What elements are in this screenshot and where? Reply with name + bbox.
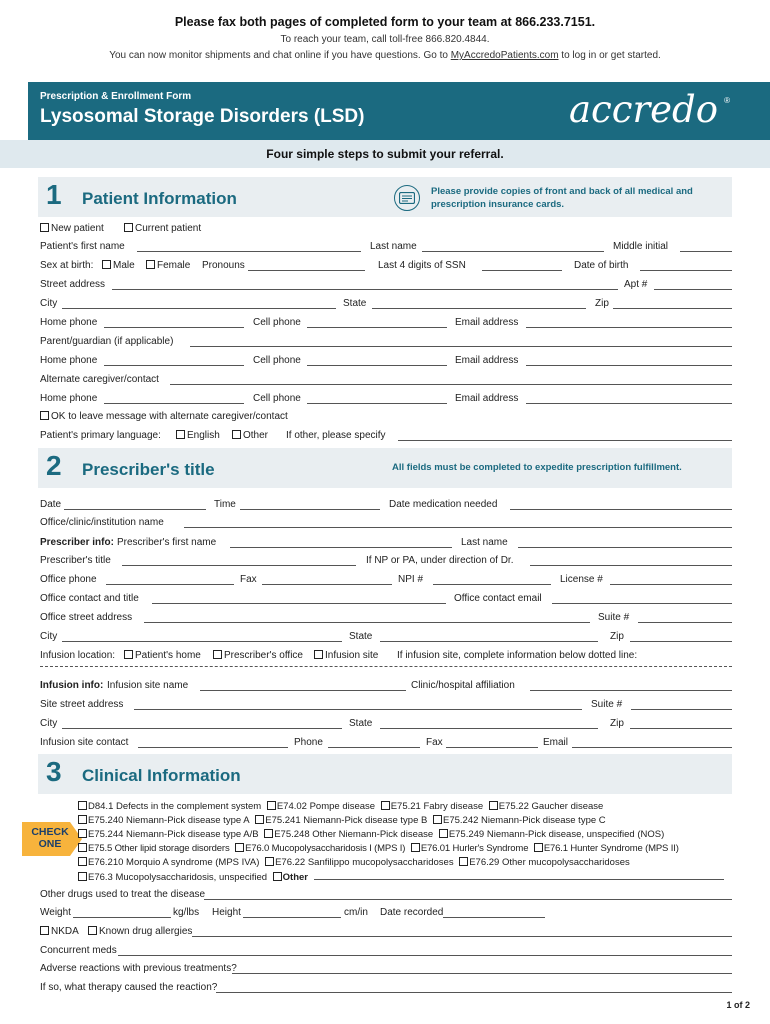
guardian-phone-row xyxy=(40,355,732,369)
height-unit-label: cm/in xyxy=(344,907,368,918)
zip-label: Zip xyxy=(595,298,609,309)
city-label: City xyxy=(40,718,58,729)
email-label: Email address xyxy=(455,393,519,404)
cell-phone-field[interactable] xyxy=(307,327,447,328)
section-patient-header xyxy=(38,177,732,217)
check-one-arrow xyxy=(22,822,70,856)
dx-checkbox[interactable] xyxy=(433,815,442,824)
dx-e75-240[interactable]: E75.240 Niemann-Pick disease type A xyxy=(78,815,250,826)
section-title: Prescriber's title xyxy=(82,460,215,479)
cell-phone-label: Cell phone xyxy=(253,393,301,404)
dob-label: Date of birth xyxy=(574,260,629,271)
form-subtitle: Prescription & Enrollment Form xyxy=(40,91,192,102)
zip-label: Zip xyxy=(610,631,624,642)
prescriber-first-name-field[interactable] xyxy=(230,547,452,548)
dx-e75-22[interactable]: E75.22 Gaucher disease xyxy=(489,801,604,812)
fax-field[interactable] xyxy=(262,584,392,585)
dx-checkbox[interactable] xyxy=(264,829,273,838)
page-number: 1 of 2 xyxy=(726,1000,750,1010)
adverse-reactions-field[interactable] xyxy=(232,973,732,974)
first-name-label: Patient's first name xyxy=(40,241,125,252)
form-banner xyxy=(28,82,770,140)
zip-field[interactable] xyxy=(630,641,732,642)
dx-checkbox[interactable] xyxy=(78,857,87,866)
date-field[interactable] xyxy=(64,509,206,510)
section-number: 1 xyxy=(46,179,62,210)
height-field[interactable] xyxy=(243,917,341,918)
site-phone-label: Phone xyxy=(294,737,323,748)
office-street-label: Office street address xyxy=(40,612,133,623)
therapy-reaction-field[interactable] xyxy=(216,992,732,993)
concurrent-meds-row xyxy=(40,945,732,959)
state-field[interactable] xyxy=(380,641,598,642)
site-contact-label: Infusion site contact xyxy=(40,737,129,748)
steps-bar xyxy=(0,140,770,168)
dx-e76-3[interactable]: E76.3 Mucopolysaccharidosis, unspecified xyxy=(78,872,267,883)
dx-e76-22[interactable]: E76.22 Sanfilippo mucopolysaccharidoses xyxy=(265,857,454,868)
section-number: 2 xyxy=(46,450,62,481)
dx-checkbox[interactable] xyxy=(534,843,543,852)
known-allergies-field[interactable] xyxy=(192,936,732,937)
alt-caregiver-field[interactable] xyxy=(170,384,732,385)
prescriber-last-name-label: Last name xyxy=(461,537,508,548)
site-email-label: Email xyxy=(543,737,569,748)
one-label: ONE xyxy=(38,838,62,850)
home-phone-label: Home phone xyxy=(40,317,98,328)
cell-phone-label: Cell phone xyxy=(253,317,301,328)
cell-phone-label: Cell phone xyxy=(253,355,301,366)
ok-message-option[interactable]: OK to leave message with alternate caregiver/contact xyxy=(40,411,288,422)
email-label: Email address xyxy=(455,355,519,366)
patient-name-row xyxy=(40,241,732,255)
site-fax-field[interactable] xyxy=(446,747,538,748)
time-field[interactable] xyxy=(240,509,380,510)
dx-e75-5[interactable]: E75.5 Other lipid storage disorders xyxy=(78,843,230,854)
dx-checkbox[interactable] xyxy=(78,801,87,810)
language-row xyxy=(40,430,732,444)
office-phone-row xyxy=(40,574,732,588)
patient-type-row xyxy=(40,223,732,237)
english-checkbox[interactable] xyxy=(176,430,185,439)
prescriber-note: All fields must be completed to expedite prescription fulfillment. xyxy=(392,462,682,473)
home-phone-label: Home phone xyxy=(40,355,98,366)
infusion-site-checkbox[interactable] xyxy=(314,650,323,659)
adverse-reactions-label: Adverse reactions with previous treatments? xyxy=(40,963,237,974)
dx-e75-242[interactable]: E75.242 Niemann-Pick disease type C xyxy=(433,815,606,826)
new-patient-checkbox[interactable] xyxy=(40,223,49,232)
dx-checkbox[interactable] xyxy=(235,843,244,852)
city-field[interactable] xyxy=(62,308,336,309)
state-label: State xyxy=(343,298,367,309)
home-phone-field[interactable] xyxy=(104,327,244,328)
diagnosis-row-6 xyxy=(78,871,727,883)
suite-label: Suite # xyxy=(591,699,623,710)
guardian-field[interactable] xyxy=(190,346,732,347)
concurrent-meds-label: Concurrent meds xyxy=(40,945,117,956)
affiliation-label: Clinic/hospital affiliation xyxy=(411,680,515,691)
sex-label: Sex at birth: xyxy=(40,260,94,271)
office-contact-row xyxy=(40,593,732,607)
prescriber-title-field[interactable] xyxy=(122,565,356,566)
diagnosis-row-4 xyxy=(78,843,682,854)
male-checkbox[interactable] xyxy=(102,260,111,269)
office-email-field[interactable] xyxy=(552,603,732,604)
other-language-checkbox[interactable] xyxy=(232,430,241,439)
section-number: 3 xyxy=(46,756,62,787)
dx-e75-241[interactable]: E75.241 Niemann-Pick disease type B xyxy=(255,815,427,826)
last-name-field[interactable] xyxy=(422,251,604,252)
dx-checkbox[interactable] xyxy=(273,872,282,881)
office-label: Office/clinic/institution name xyxy=(40,517,164,528)
state-field[interactable] xyxy=(372,308,586,309)
site-contact-row xyxy=(40,737,732,751)
prescribers-office-checkbox[interactable] xyxy=(213,650,222,659)
np-pa-field[interactable] xyxy=(530,565,732,566)
license-label: License # xyxy=(560,574,603,585)
infusion-info-label: Infusion info: xyxy=(40,680,104,691)
prescriber-name-row xyxy=(40,537,732,551)
office-city-row xyxy=(40,631,732,645)
site-street-label: Site street address xyxy=(40,699,124,710)
dx-e76-29[interactable]: E76.29 Other mucopolysaccharidoses xyxy=(459,857,630,868)
city-row xyxy=(40,298,732,312)
cell-phone-field[interactable] xyxy=(307,365,447,366)
dx-checkbox[interactable] xyxy=(78,815,87,824)
state-field[interactable] xyxy=(380,728,598,729)
license-field[interactable] xyxy=(610,584,732,585)
middle-initial-label: Middle initial xyxy=(613,241,669,252)
other-drugs-field[interactable] xyxy=(204,899,732,900)
dx-e76-210[interactable]: E76.210 Morquio A syndrome (MPS IVA) xyxy=(78,857,259,868)
dx-e76-1[interactable]: E76.1 Hunter Syndrome (MPS II) xyxy=(534,843,679,854)
known-allergies-checkbox[interactable] xyxy=(88,926,97,935)
ok-message-checkbox[interactable] xyxy=(40,411,49,420)
site-fax-label: Fax xyxy=(426,737,443,748)
office-street-field[interactable] xyxy=(144,622,590,623)
section-title: Clinical Information xyxy=(82,766,241,785)
weight-unit-label: kg/lbs xyxy=(173,907,200,918)
dx-checkbox[interactable] xyxy=(78,829,87,838)
site-street-field[interactable] xyxy=(134,709,582,710)
infusion-site-row xyxy=(40,680,732,694)
email-field[interactable] xyxy=(526,365,732,366)
ok-message-row xyxy=(40,411,732,425)
dx-checkbox[interactable] xyxy=(78,872,87,881)
prescriber-info-label: Prescriber info: xyxy=(40,537,114,548)
site-city-row xyxy=(40,718,732,732)
cell-phone-field[interactable] xyxy=(307,403,447,404)
diagnosis-row-2 xyxy=(78,815,609,826)
infusion-site-option[interactable]: Infusion site xyxy=(314,650,378,661)
site-phone-field[interactable] xyxy=(328,747,420,748)
other-drugs-label: Other drugs used to treat the disease xyxy=(40,889,206,900)
infusion-location-row xyxy=(40,650,732,664)
if-other-label: If other, please specify xyxy=(286,430,386,441)
known-allergies-option[interactable]: Known drug allergies xyxy=(88,926,192,937)
weight-field[interactable] xyxy=(73,917,171,918)
date-recorded-label: Date recorded xyxy=(380,907,444,918)
dx-e75-21[interactable]: E75.21 Fabry disease xyxy=(381,801,483,812)
fax-line: Please fax both pages of completed form to your team at 866.233.7151. xyxy=(174,15,596,29)
sex-row xyxy=(40,260,732,274)
street-row xyxy=(40,279,732,293)
site-contact-field[interactable] xyxy=(138,747,288,748)
form-title: Lysosomal Storage Disorders (LSD) xyxy=(40,106,365,127)
suite-field[interactable] xyxy=(631,709,732,710)
therapy-reaction-row xyxy=(40,982,732,996)
portal-line: You can now monitor shipments and chat online if you have questions. Go to MyAccredoPatients.com to log in or get started. xyxy=(109,50,661,61)
home-phone-field[interactable] xyxy=(104,365,244,366)
home-phone-field[interactable] xyxy=(104,403,244,404)
infusion-location-label: Infusion location: xyxy=(40,650,116,661)
office-contact-field[interactable] xyxy=(152,603,446,604)
site-email-field[interactable] xyxy=(572,747,732,748)
section-clinical-header xyxy=(38,754,732,794)
office-contact-label: Office contact and title xyxy=(40,593,139,604)
npi-label: NPI # xyxy=(398,574,424,585)
dx-e76-0[interactable]: E76.0 Mucopolysaccharidosis I (MPS I) xyxy=(235,843,405,854)
allergies-row xyxy=(40,926,732,940)
phone-line: To reach your team, call toll-free 866.820.4844. xyxy=(280,34,490,45)
apt-field[interactable] xyxy=(654,289,732,290)
dx-checkbox[interactable] xyxy=(439,829,448,838)
insurance-card-icon xyxy=(394,185,420,211)
dx-checkbox[interactable] xyxy=(267,801,276,810)
other-language-option[interactable]: Other xyxy=(232,430,268,441)
dx-checkbox[interactable] xyxy=(411,843,420,852)
email-label: Email address xyxy=(455,317,519,328)
dx-other[interactable]: Other xyxy=(273,872,308,883)
npi-field[interactable] xyxy=(433,584,551,585)
accredo-logo: accredo xyxy=(568,88,718,131)
weight-height-row xyxy=(40,907,732,921)
site-name-label: Infusion site name xyxy=(107,680,189,691)
steps-title: Four simple steps to submit your referral. xyxy=(266,147,504,161)
adverse-reactions-row xyxy=(40,963,732,977)
diagnosis-row-1 xyxy=(78,801,606,812)
male-option[interactable]: Male xyxy=(102,260,135,271)
email-field[interactable] xyxy=(526,327,732,328)
new-patient-option[interactable]: New patient xyxy=(40,223,104,234)
height-label: Height xyxy=(212,907,241,918)
zip-field[interactable] xyxy=(613,308,732,309)
patients-home-checkbox[interactable] xyxy=(124,650,133,659)
current-patient-checkbox[interactable] xyxy=(124,223,133,232)
np-pa-label: If NP or PA, under direction of Dr. xyxy=(366,555,514,566)
diagnosis-row-3 xyxy=(78,829,667,840)
office-email-label: Office contact email xyxy=(454,593,542,604)
insurance-note: Please provide copies of front and back of all medical and prescription insurance cards. xyxy=(431,186,693,210)
nkda-option[interactable]: NKDA xyxy=(40,926,79,937)
street-label: Street address xyxy=(40,279,106,290)
date-recorded-field[interactable] xyxy=(443,917,545,918)
pronouns-field[interactable] xyxy=(248,270,365,271)
fax-label: Fax xyxy=(240,574,257,585)
concurrent-meds-field[interactable] xyxy=(118,955,732,956)
ssn-field[interactable] xyxy=(482,270,562,271)
dx-e75-244[interactable]: E75.244 Niemann-Pick disease type A/B xyxy=(78,829,259,840)
dx-other-field[interactable] xyxy=(314,871,724,880)
dx-checkbox[interactable] xyxy=(381,801,390,810)
time-label: Time xyxy=(214,499,236,510)
current-patient-option[interactable]: Current patient xyxy=(124,223,201,234)
prescriber-first-name-label: Prescriber's first name xyxy=(117,537,217,548)
therapy-reaction-label: If so, what therapy caused the reaction? xyxy=(40,982,218,993)
date-needed-label: Date medication needed xyxy=(389,499,498,510)
dx-e75-248[interactable]: E75.248 Other Niemann-Pick disease xyxy=(264,829,433,840)
office-phone-label: Office phone xyxy=(40,574,97,585)
state-label: State xyxy=(349,718,373,729)
prescribers-office-option[interactable]: Prescriber's office xyxy=(213,650,303,661)
ssn-label: Last 4 digits of SSN xyxy=(378,260,466,271)
date-row xyxy=(40,499,732,513)
section-prescriber-header xyxy=(38,448,732,488)
dotted-divider xyxy=(40,666,732,667)
guardian-label: Parent/guardian (if applicable) xyxy=(40,336,174,347)
office-phone-field[interactable] xyxy=(106,584,234,585)
prescriber-title-label: Prescriber's title xyxy=(40,555,111,566)
email-field[interactable] xyxy=(526,403,732,404)
middle-initial-field[interactable] xyxy=(680,251,732,252)
city-field[interactable] xyxy=(62,728,342,729)
dob-field[interactable] xyxy=(640,270,732,271)
registered-mark: ® xyxy=(724,96,730,105)
city-field[interactable] xyxy=(62,641,342,642)
other-drugs-row xyxy=(40,889,732,903)
city-label: City xyxy=(40,298,58,309)
dx-d84-1[interactable]: D84.1 Defects in the complement system xyxy=(78,801,261,812)
affiliation-field[interactable] xyxy=(530,690,732,691)
nkda-checkbox[interactable] xyxy=(40,926,49,935)
zip-field[interactable] xyxy=(630,728,732,729)
first-name-field[interactable] xyxy=(137,251,361,252)
infusion-note: If infusion site, complete information below dotted line: xyxy=(397,650,638,661)
home-phone-label: Home phone xyxy=(40,393,98,404)
site-name-field[interactable] xyxy=(200,690,406,691)
state-label: State xyxy=(349,631,373,642)
date-needed-field[interactable] xyxy=(510,509,732,510)
weight-label: Weight xyxy=(40,907,71,918)
female-option[interactable]: Female xyxy=(146,260,190,271)
dx-checkbox[interactable] xyxy=(459,857,468,866)
guardian-row xyxy=(40,336,732,350)
pronouns-label: Pronouns xyxy=(202,260,245,271)
prescriber-last-name-field[interactable] xyxy=(518,547,732,548)
check-label: CHECK xyxy=(31,826,69,838)
dx-e76-01[interactable]: E76.01 Hurler's Syndrome xyxy=(411,843,529,854)
dx-e74-02[interactable]: E74.02 Pompe disease xyxy=(267,801,375,812)
apt-label: Apt # xyxy=(624,279,648,290)
suite-field[interactable] xyxy=(638,622,732,623)
other-language-field[interactable] xyxy=(398,440,732,441)
alt-phone-row xyxy=(40,393,732,407)
street-field[interactable] xyxy=(112,289,618,290)
prescriber-title-row xyxy=(40,555,732,569)
alt-caregiver-row xyxy=(40,374,732,388)
site-street-row xyxy=(40,699,732,713)
dx-e75-249[interactable]: E75.249 Niemann-Pick disease, unspecified (NOS) xyxy=(439,829,664,840)
dx-checkbox[interactable] xyxy=(265,857,274,866)
section-title: Patient Information xyxy=(82,189,237,208)
dx-checkbox[interactable] xyxy=(489,801,498,810)
language-label: Patient's primary language: xyxy=(40,430,161,441)
last-name-label: Last name xyxy=(370,241,417,252)
patient-phone-row xyxy=(40,317,732,331)
zip-label: Zip xyxy=(610,718,624,729)
female-checkbox[interactable] xyxy=(146,260,155,269)
dx-checkbox[interactable] xyxy=(255,815,264,824)
city-label: City xyxy=(40,631,58,642)
office-row xyxy=(40,517,732,531)
diagnosis-row-5 xyxy=(78,857,633,868)
alt-caregiver-label: Alternate caregiver/contact xyxy=(40,374,159,385)
suite-label: Suite # xyxy=(598,612,630,623)
dx-checkbox[interactable] xyxy=(78,843,87,852)
english-option[interactable]: English xyxy=(176,430,220,441)
portal-link[interactable]: MyAccredoPatients.com xyxy=(450,50,559,61)
patients-home-option[interactable]: Patient's home xyxy=(124,650,201,661)
office-street-row xyxy=(40,612,732,626)
office-field[interactable] xyxy=(184,527,732,528)
fax-instructions xyxy=(0,0,770,61)
date-label: Date xyxy=(40,499,62,510)
